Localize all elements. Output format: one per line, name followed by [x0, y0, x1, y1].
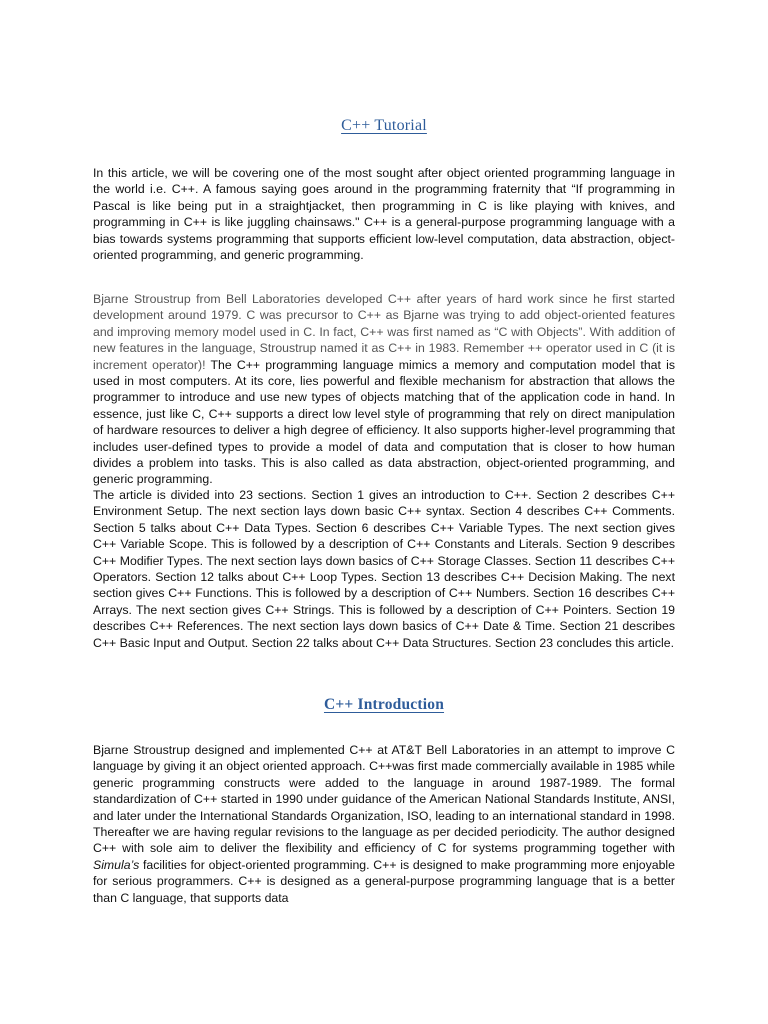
introduction-paragraph-text-2: facilities for object-oriented programming. C++ is designed to make programming more enjoyable for serious programmers. C++ is designed as a general-purpose programming language that is a better than C language, that supports data	[93, 857, 675, 905]
history-paragraph	[93, 291, 675, 488]
sections-paragraph: The article is divided into 23 sections. Section 1 gives an introduction to C++. Section 2 describes C++ Environment Setup. The next section lays down basic C++ syntax. Section 4 describes C++ Comments. Section 5 talks about C++ Data Types. Section 6 describes C++ Variable Types. The next section gives C++ Variable Scope. This is followed by a description of C++ Constants and Literals. Section 9 describes C++ Modifier Types. The next section lays down basics of C++ Storage Classes. Section 11 describes C++ Operators. Section 12 talks about C++ Loop Types. Section 13 describes C++ Decision Making. The next section gives C++ Functions. This is followed by a description of C++ Numbers. Section 16 describes C++ Arrays. The next section gives C++ Strings. This is followed by a description of C++ Pointers. Section 19 describes C++ References. The next section lays down basics of C++ Date & Time. Section 21 describes C++ Basic Input and Output. Section 22 talks about C++ Data Structures. Section 23 concludes this article.	[93, 488, 675, 650]
introduction-paragraph	[93, 742, 675, 906]
introduction-paragraph-text-1: Bjarne Stroustrup designed and implemented C++ at AT&T Bell Laboratories in an attempt to improve C language by giving it an object oriented approach. C++was first made commercially available in 1985 while generic programming constructs were added to the language in around 1987-1989. The formal standardization of C++ started in 1990 under guidance of the American National Standards Institute, ANSI, and later under the International Standards Organization, ISO, leading to an international standard in 1998. Thereafter we are having regular revisions to the language as per decided periodicity. The author designed C++ with sole aim to deliver the flexibility and efficiency of C for systems programming together with	[93, 743, 675, 856]
intro-paragraph: In this article, we will be covering one of the most sought after object oriented programming language in the world i.e. C++. A famous saying goes around in the programming fraternity that “If programming in Pascal is like being put in a straightjacket, then programming in C is like playing with knives, and programming in C++ is like juggling chainsaws." C++ is a general-purpose programming language with a bias towards systems programming that supports efficient low-level computation, data abstraction, object-oriented programming, and generic programming.	[93, 166, 675, 263]
introduction-heading: C++ Introduction	[323, 696, 445, 713]
introduction-paragraph-italic: Simula’s	[93, 857, 140, 872]
history-paragraph-dark-text: The C++ programming language mimics a memory and computation model that is used in most computers. At its core, lies powerful and flexible mechanism for abstraction that allows the programmer to introduce and use new types of objects matching that of the application code in hand. In essence, just like C, C++ supports a direct low level style of programming that rely on direct manipulation of hardware resources to deliver a high degree of efficiency. It also supports higher-level programming that includes user-defined types to provide a model of data and computation that is closer to how human divides a problem into tasks. This is also called as data abstraction, object-oriented programming, and generic programming.	[93, 357, 675, 487]
page-title: C++ Tutorial	[341, 117, 427, 134]
history-paragraph-gray-text: Bjarne Stroustrup from Bell Laboratories developed C++ after years of hard work since he first started development around 1979. C was precursor to C++ as Bjarne was trying to add object-oriented features and improving memory model used in C. In fact, C++ was first named as “C with Objects”. With addition of new features in the language, Stroustrup named it as C++ in 1983. Remember ++ operator used in C (it is increment operator)!	[93, 292, 675, 372]
